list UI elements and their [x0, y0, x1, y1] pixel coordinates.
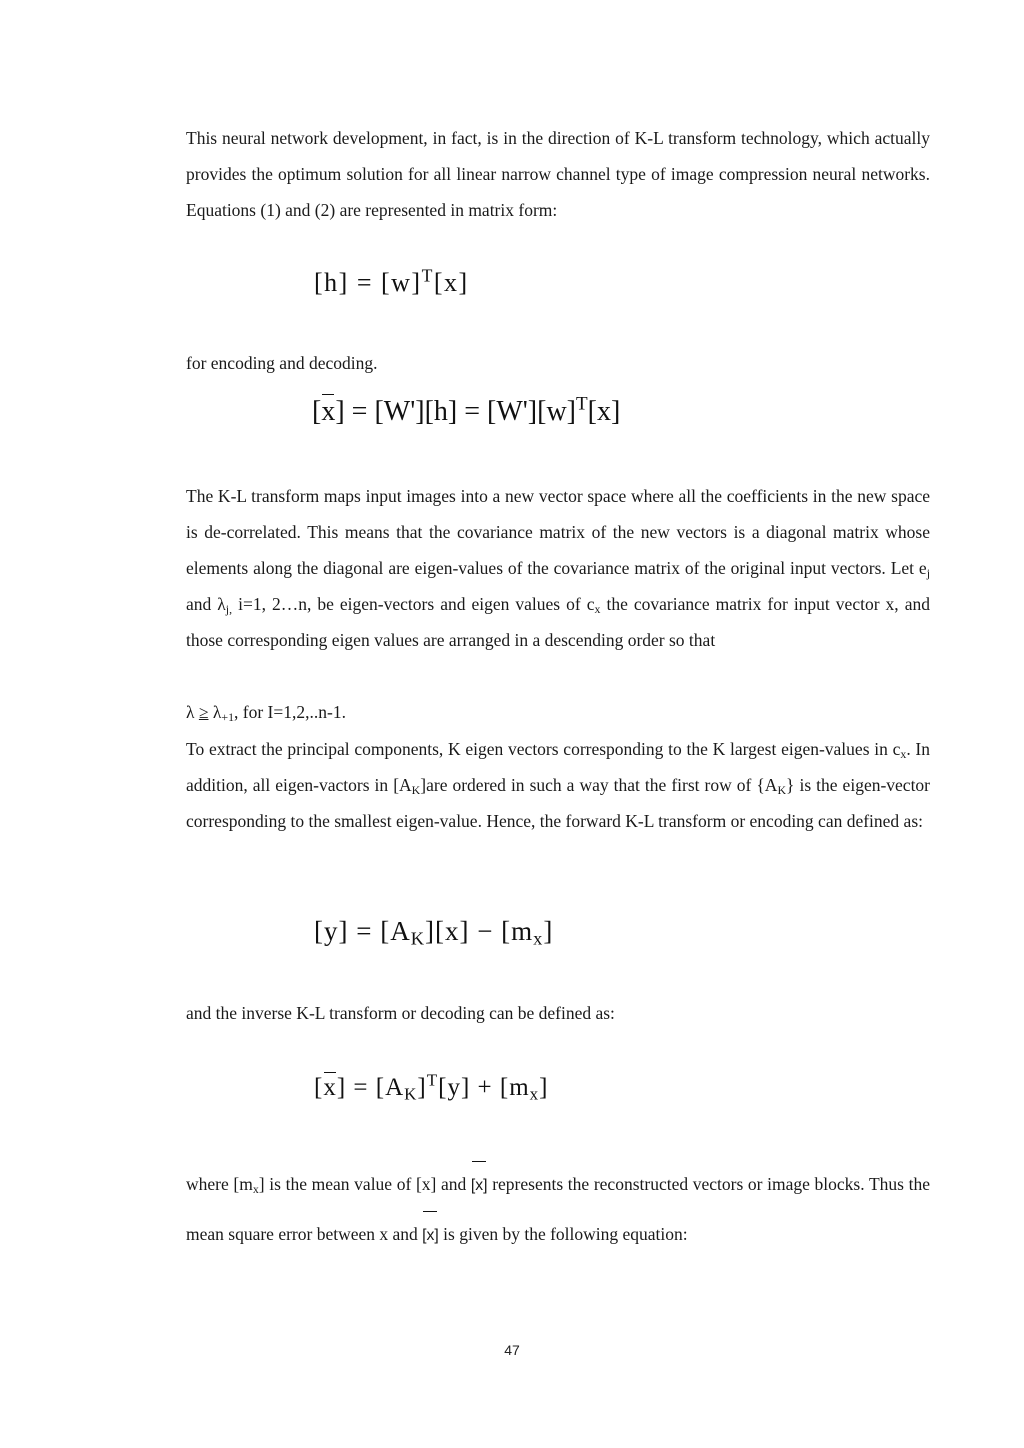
p5-sub-x: x: [900, 746, 907, 761]
eq4-sub-k: K: [404, 1084, 418, 1104]
p7-text-a: where [m: [186, 1174, 253, 1194]
eq1-x: [x]: [433, 268, 469, 297]
paragraph-encoding-decoding: for encoding and decoding.: [186, 353, 378, 373]
eq3-text-a: [y] = [A: [314, 916, 411, 946]
p4-text-b: λ: [208, 702, 222, 722]
p7-xbar-2: [x]: [422, 1212, 439, 1260]
p4-ge-symbol: ≥: [198, 702, 209, 722]
eq4-xbar: x: [323, 1074, 337, 1101]
p7-text-b: ] is the mean value of [x] and: [258, 1174, 471, 1194]
page-number: 47: [504, 1342, 520, 1358]
eq2-xbar: x: [321, 396, 336, 427]
p4-text-a: λ: [186, 702, 199, 722]
equation-2: [312, 393, 621, 428]
eq2-x: [x]: [587, 396, 621, 427]
p7-sub-x: x: [252, 1181, 259, 1196]
p3-text-d: the covariance matrix for input vector x, and those corresponding eigen values are arranged in a descending order so that: [186, 594, 930, 650]
paragraph-intro: This neural network development, in fact, is in the direction of K-L transform technology, which actually provides the optimum solution for all linear narrow channel type of image compression neural networks. Equations (1) and (2) are represented in matrix form:: [186, 128, 930, 220]
paragraph-inverse: and the inverse K-L transform or decoding can be defined as:: [186, 1003, 615, 1023]
eq3-text-c: ]: [543, 916, 554, 946]
p3-sub-j2: j,: [225, 601, 233, 616]
p4-sub: +1: [221, 709, 235, 724]
eq1-transpose: T: [421, 265, 434, 286]
eq2-lbracket: [: [312, 396, 322, 427]
eq4-text-b: ]: [417, 1074, 427, 1101]
eq4-text-d: ]: [539, 1074, 549, 1101]
p3-text-c: i=1, 2…n, be eigen-vectors and eigen values of c: [232, 594, 595, 614]
eq4-rbracket: ]: [336, 1074, 347, 1101]
eq3-sub-x: x: [533, 928, 544, 949]
p7-text-c: represents the reconstructed vectors or image blocks. Thus the mean square error between x and: [186, 1174, 930, 1244]
p5-sub-k1: K: [411, 782, 421, 797]
p3-sub-x: x: [594, 601, 601, 616]
eq2-transpose: T: [576, 393, 588, 415]
eq4-sub-x: x: [529, 1084, 540, 1104]
eq1-w: [w]: [381, 268, 422, 297]
eq4-text-c: [y] + [m: [438, 1074, 530, 1101]
equation-3: [314, 916, 553, 947]
paragraph-principal-components: [186, 731, 930, 839]
p7-text-d: is given by the following equation:: [438, 1224, 688, 1244]
p5-text-c: ]are ordered in such a way that the first row of {A: [420, 775, 778, 795]
paragraph-kl-transform: [186, 478, 930, 658]
p7-xbar-1: [x]: [471, 1162, 488, 1210]
p5-text-b: . In addition, all eigen-vactors in [A: [186, 739, 931, 795]
p3-text-b: and λ: [186, 594, 226, 614]
eq4-text-a: = [A: [346, 1074, 405, 1101]
eq2-rest: = [W'][h] = [W'][w]: [344, 396, 576, 427]
equation-1: [314, 265, 469, 298]
eq1-lhs: [h]: [314, 268, 349, 297]
eq4-transpose: T: [426, 1070, 439, 1090]
p4-text-c: , for I=1,2,..n-1.: [234, 702, 346, 722]
p5-text-d: } is the eigen-vector corresponding to the smallest eigen-value. Hence, the forward K-L transform or encoding can defined as:: [186, 775, 931, 831]
eq2-rbracket: ]: [335, 396, 345, 427]
eq1-equals: =: [356, 268, 373, 297]
p5-sub-k2: K: [777, 782, 787, 797]
p3-sub-j: j: [926, 565, 930, 580]
paragraph-lambda-order: [186, 694, 930, 730]
eq3-text-b: ][x] − [m: [424, 916, 534, 946]
eq3-sub-k: K: [410, 928, 425, 949]
p3-text-a: The K-L transform maps input images into a new vector space where all the coefficients in the new space is de-correlated. This means that the covariance matrix of the new vectors is a diagonal matrix whose elements along the diagonal are eigen-values of the covariance matrix of the original input vectors. Let e: [186, 486, 930, 578]
p5-text-a: To extract the principal components, K eigen vectors corresponding to the K largest eigen-values in c: [186, 739, 901, 759]
paragraph-mean-square-error: [186, 1160, 930, 1260]
eq4-lbracket: [: [314, 1074, 324, 1101]
equation-4: [314, 1070, 549, 1104]
